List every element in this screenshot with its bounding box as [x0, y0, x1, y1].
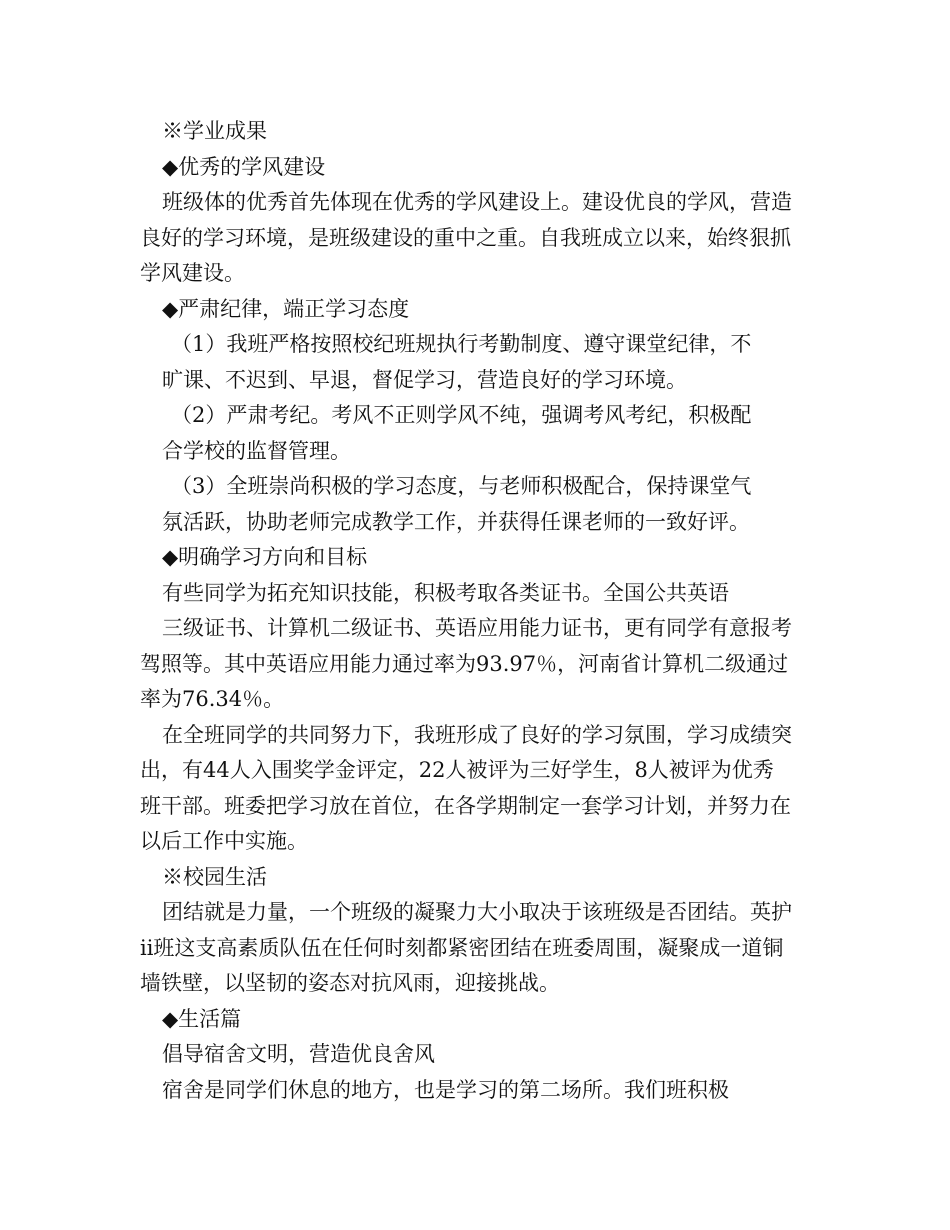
list-item-line: （3）全班崇尚积极的学习态度，与老师积极配合，保持课堂气: [171, 474, 752, 498]
list-item-line: （2）严肃考纪。考风不正则学风不纯，强调考风考纪，积极配: [171, 403, 752, 427]
list-item-line: （1）我班严格按照校纪班规执行考勤制度、遵守课堂纪律，不: [171, 332, 752, 356]
paragraph-line: 学风建设。: [140, 261, 245, 285]
paragraph-line: 率为76.34％。: [140, 687, 285, 711]
paragraph-line: 三级证书、计算机二级证书、英语应用能力证书，更有同学有意报考: [162, 616, 792, 640]
paragraph-line: 墙铁壁，以坚韧的姿态对抗风雨，迎接挑战。: [140, 971, 560, 995]
document-body: [0, 114, 950, 1108]
paragraph-line: 出，有44人入围奖学金评定，22人被评为三好学生，8人被评为优秀: [140, 758, 774, 782]
subheading-goals: ◆明确学习方向和目标: [162, 545, 368, 569]
list-item-line: 合学校的监督管理。: [162, 438, 351, 463]
paragraph-line: 宿舍是同学们休息的地方，也是学习的第二场所。我们班积极: [162, 1077, 729, 1102]
list-item-line: 氛活跃，协助老师完成教学工作，并获得任课老师的一致好评。: [162, 509, 750, 534]
section-heading-academic: ※学业成果: [162, 119, 267, 143]
paragraph-line: 良好的学习环境，是班级建设的重中之重。自我班成立以来，始终狠抓: [140, 225, 791, 250]
paragraph-line: 以后工作中实施。: [140, 829, 308, 853]
section-heading-campus-life: ※校园生活: [162, 864, 267, 889]
paragraph-line: 驾照等。其中英语应用能力通过率为93.97％，河南省计算机二级通过: [140, 651, 789, 676]
paragraph-line: 班级体的优秀首先体现在优秀的学风建设上。建设优良的学风，营造: [162, 190, 792, 214]
paragraph-line: 班干部。班委把学习放在首位，在各学期制定一套学习计划，并努力在: [140, 793, 791, 818]
subheading-study-style: ◆优秀的学风建设: [162, 154, 326, 179]
subheading-life: ◆生活篇: [162, 1006, 242, 1031]
paragraph-line: ⅱ班这支高素质队伍在任何时刻都紧密团结在班委周围，凝聚成一道铜: [140, 935, 784, 960]
list-item-line: 旷课、不迟到、早退，督促学习，营造良好的学习环境。: [162, 367, 687, 392]
paragraph-line: 有些同学为拓充知识技能，积极考取各类证书。全国公共英语: [162, 580, 729, 605]
subheading-discipline: ◆严肃纪律，端正学习态度: [162, 296, 410, 321]
paragraph-line: 在全班同学的共同努力下，我班形成了良好的学习氛围，学习成绩突: [162, 722, 792, 747]
paragraph-line: 团结就是力量，一个班级的凝聚力大小取决于该班级是否团结。英护: [162, 900, 792, 924]
paragraph-line: 倡导宿舍文明，营造优良舍风: [162, 1042, 435, 1066]
